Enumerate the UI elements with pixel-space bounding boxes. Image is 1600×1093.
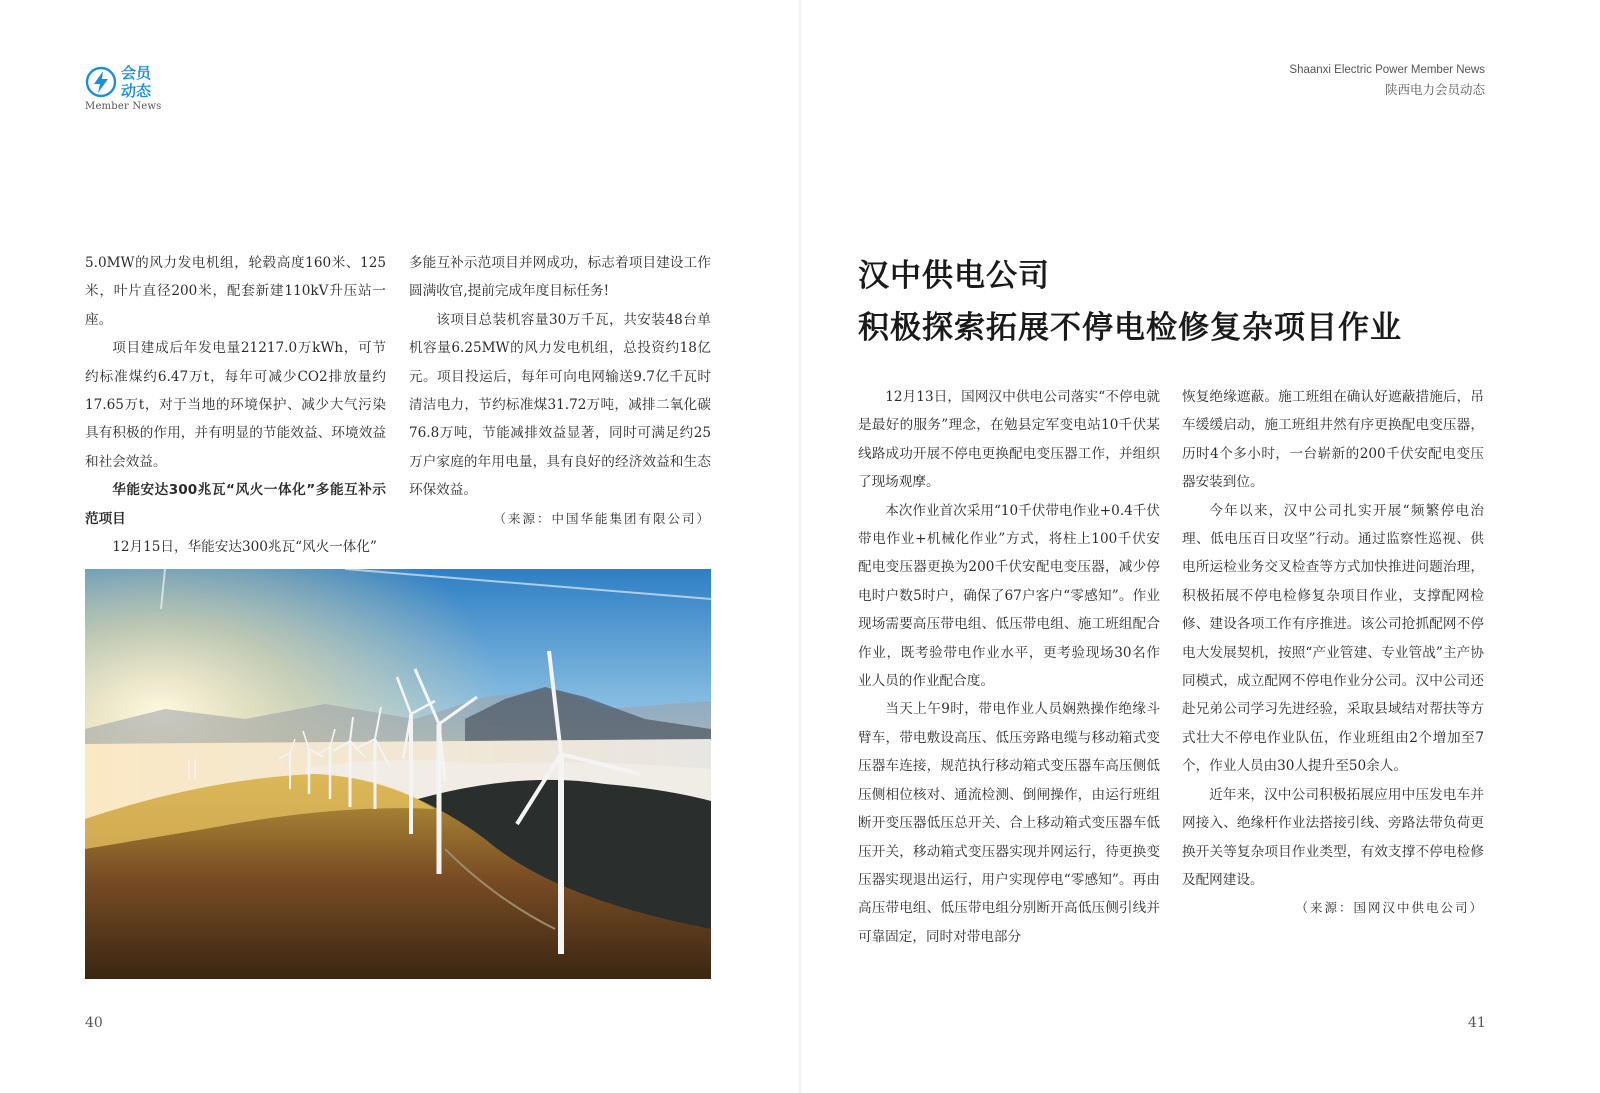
running-header [1289, 64, 1485, 98]
running-header-en: Shaanxi Electric Power Member News [1289, 64, 1485, 76]
page-number-right: 41 [1468, 1015, 1486, 1031]
brand-cn-line1: 会员 [121, 64, 152, 82]
brand-cn-line2: 动态 [121, 82, 152, 100]
source-credit: （来源：中国华能集团有限公司） [493, 510, 711, 526]
source-credit: （来源：国网汉中供电公司） [1295, 900, 1484, 916]
right-column-2 [1182, 383, 1484, 923]
page-gutter [799, 0, 801, 1093]
section-subheading: 华能安达300兆瓦“风火一体化”多能互补示范项目 [85, 482, 386, 527]
left-column-1 [85, 249, 386, 561]
paragraph: 12月15日，华能安达300兆瓦“风火一体化” [112, 539, 377, 556]
paragraph: 恢复绝缘遮蔽。施工班组在确认好遮蔽措施后，吊车缓缓启动，施工班组井然有序更换配电变压器，历时4个多小时，一台崭新的200千伏安配电变压器安装到位。 [1182, 389, 1484, 491]
paragraph: 项目建成后年发电量21217.0万kWh，可节约标准煤约6.47万t，每年可减少CO2排放量约17.65万t，对于当地的环境保护、减少大气污染具有积极的作用，并有明显的节能效益、环境效益和社会效益。 [85, 340, 386, 470]
article-title-line1: 汉中供电公司 [858, 258, 1050, 294]
right-column-1 [858, 383, 1160, 951]
brand-en: Member News [85, 101, 162, 112]
page-number-left: 40 [85, 1015, 103, 1031]
paragraph: 该项目总装机容量30万千瓦，共安装48台单机容量6.25MW的风力发电机组，总投资约18亿元。项目投运后，每年可向电网输送9.7亿千瓦时清洁电力，节约标准煤31.72万吨，减排二氧化碳76.8万吨，节能减排效益显著，同时可满足约25万户家庭的年用电量，具有良好的经济效益和生态环保效益。 [409, 311, 711, 499]
paragraph: 本次作业首次采用“10千伏带电作业+0.4千伏带电作业+机械化作业”方式，将柱上100千伏安配电变压器更换为200千伏安配电变压器，减少停电时户数5时户，确保了67户客户“零感知”。作业现场需要高压带电组、低压带电组、施工班组配合作业，既考验带电作业水平，更考验现场30名作业人员的作业配合度。 [858, 502, 1160, 690]
paragraph: 5.0MW的风力发电机组，轮毂高度160米、125米，叶片直径200米，配套新建110kV升压站一座。 [85, 255, 386, 328]
lightning-bolt-icon [85, 66, 117, 98]
wind-farm-photo [85, 569, 711, 979]
paragraph: 近年来，汉中公司积极拓展应用中压发电车并网接入、绝缘杆作业法搭接引线、旁路法带负荷更换开关等复杂项目作业类型，有效支撑不停电检修及配网建设。 [1182, 786, 1484, 888]
article-title-line2: 积极探索拓展不停电检修复杂项目作业 [858, 310, 1402, 346]
paragraph: 多能互补示范项目并网成功，标志着项目建设工作圆满收官,提前完成年度目标任务! [409, 255, 711, 300]
paragraph: 今年以来，汉中公司扎实开展“频繁停电治理、低电压百日攻坚”行动。通过监察性巡视、供电所运检业务交叉检查等方式加快推进问题治理，积极拓展不停电检修复杂项目作业，支撑配网检修、建设各项工作有序推进。该公司抢抓配网不停电大发展契机，按照“产业管建、专业管战”主产协同模式，成立配网不停电作业分公司。汉中公司还赴兄弟公司学习先进经验，采取县域结对帮扶等方式壮大不停电作业队伍，作业班组由2个增加至7个，作业人员由30人提升至50余人。 [1182, 502, 1484, 775]
member-news-logo [85, 64, 175, 116]
paragraph: 当天上午9时，带电作业人员娴熟操作绝缘斗臂车，带电敷设高压、低压旁路电缆与移动箱式变压器车连接，规范执行移动箱式变压器车高压侧低压侧相位核对、通流检测、倒闸操作，由运行班组断开变压器低压总开关、合上移动箱式变压器车低压开关，移动箱式变压器实现并网运行，待更换变压器实现退出运行，用户实现停电“零感知”。再由高压带电组、低压带电组分别断开高低压侧引线并可靠固定，同时对带电部分 [858, 701, 1160, 945]
running-header-cn: 陕西电力会员动态 [1384, 82, 1485, 97]
left-column-2 [409, 249, 711, 533]
brand-cn [121, 64, 151, 100]
paragraph: 12月13日，国网汉中供电公司落实“不停电就是最好的服务”理念，在勉县定军变电站10千伏某线路成功开展不停电更换配电变压器工作，并组织了现场观摩。 [858, 389, 1160, 491]
article-title [858, 250, 1402, 354]
